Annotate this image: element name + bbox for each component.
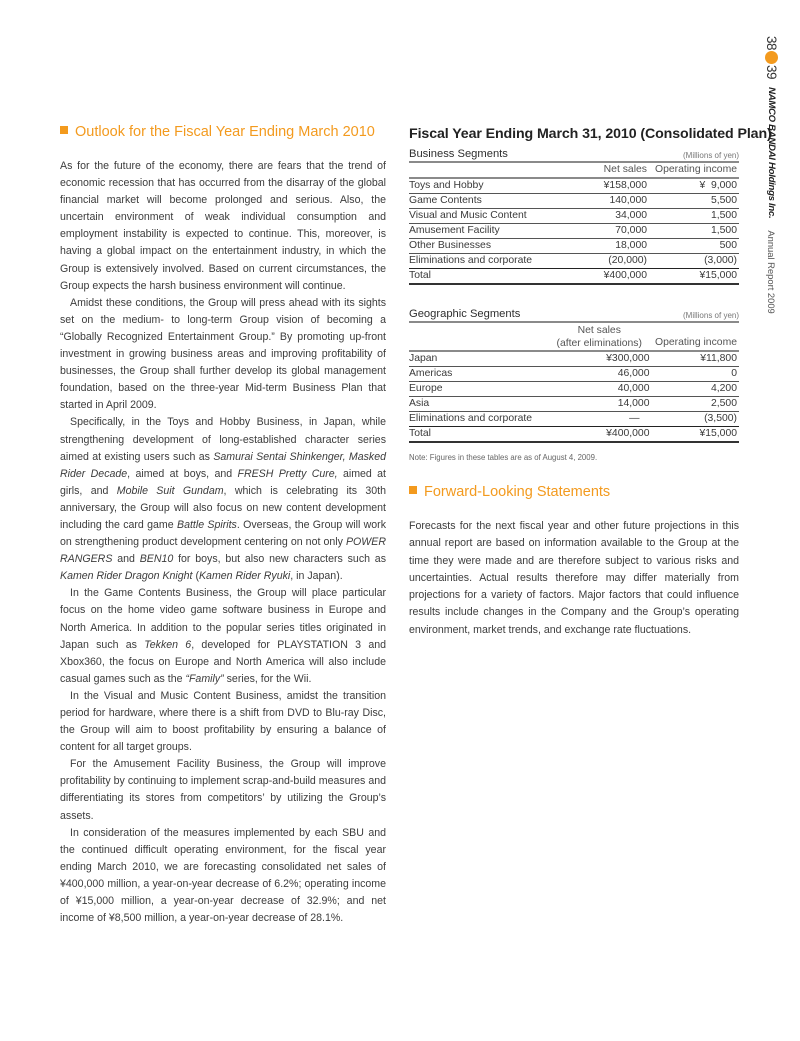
geographic-segments-block [409, 308, 739, 443]
outlook-heading-text: Outlook for the Fiscal Year Ending March 2010 [75, 124, 375, 140]
company-name: NAMCO BANDAI Holdings Inc. [766, 87, 778, 219]
table-row: Eliminations and corporate (20,000) (3,000) [409, 254, 739, 269]
business-segments-title: Business Segments [409, 148, 508, 160]
outlook-heading [60, 124, 386, 140]
table-row: Eliminations and corporate — (3,500) [409, 412, 739, 427]
outlook-paragraph-1: As for the future of the economy, there are fears that the trend of economic recession that has occurred from the disarray of the global financial market will become prolonged and serious. Also, the uncertain environment of weak individual consumption and employment instability is expected to continue. This, moreover, is having a global impact on the entertainment industry, in which the Group is extensively involved. Based on current circumstances, the Group expects the harsh business environment will continue. [60, 160, 386, 292]
outlook-paragraph-7: In consideration of the measures implemented by each SBU and the continued difficult operating environment, for the fiscal year ending March 2010, we are forecasting consolidated net sales of ¥400,000 million, a year-on-year decrease of 6.2%; operating income of ¥15,000 million, a year-on-year decrease of 32.9%; and net income of ¥8,500 million, a year-on-year decrease of 28.1%. [60, 826, 386, 925]
table-row: Europe 40,000 4,200 [409, 382, 739, 397]
page-number-right: 39 [764, 65, 780, 80]
forward-looking-heading [409, 484, 739, 500]
table-row: Japan ¥300,000 ¥11,800 [409, 351, 739, 367]
page-number-left: 38 [764, 36, 780, 51]
plan-title: Fiscal Year Ending March 31, 2010 (Consolidated Plan) [409, 126, 772, 142]
outlook-section [60, 124, 386, 927]
table-note: Note: Figures in these tables are as of August 4, 2009. [409, 453, 598, 462]
column-header: Net sales (after eliminations) [549, 323, 649, 351]
forward-looking-paragraph: Forecasts for the next fiscal year and other future projections in this annual report are based on information available to the Group at the time they were made and are therefore subject to various risks and uncertainties. Actual results therefore may differ materially from projections for a variety of factors. Major factors that could influence results include changes in the Company and the Group’s operating environment, market trends, and exchange rate fluctuations. [409, 520, 739, 636]
outlook-paragraph-5: In the Visual and Music Content Business, amidst the transition period for hardware, where there is a shift from DVD to Blu-ray Disc, the Group will aim to boost profitability by ensuring a balance of content for all target groups. [60, 689, 386, 754]
geographic-segments-header [409, 308, 739, 323]
table-total-row: Total ¥400,000 ¥15,000 [409, 427, 739, 443]
forward-looking-heading-text: Forward-Looking Statements [424, 484, 611, 500]
geographic-segments-table [409, 323, 739, 443]
geographic-segments-unit: (Millions of yen) [682, 311, 739, 320]
business-segments-unit: (Millions of yen) [682, 151, 739, 160]
business-segments-table [409, 163, 739, 285]
table-row: Toys and Hobby ¥158,000 ¥ 9,000 [409, 178, 739, 194]
table-row: Other Businesses 18,000 500 [409, 239, 739, 254]
report-title: Annual Report 2009 [766, 230, 778, 314]
rail-content [762, 36, 782, 314]
table-row: Asia 14,000 2,500 [409, 397, 739, 412]
table-header-row [409, 163, 739, 178]
side-rail [762, 36, 782, 336]
table-row: Visual and Music Content 34,000 1,500 [409, 209, 739, 224]
business-segments-header [409, 148, 739, 163]
table-row: Amusement Facility 70,000 1,500 [409, 224, 739, 239]
orange-dot-icon [766, 51, 779, 64]
column-header: Net sales [554, 163, 647, 178]
outlook-paragraph-2: Amidst these conditions, the Group will press ahead with its sights set on the medium- to long-term Group vision of becoming a “Globally Recognized Entertainment Group.” By promoting up-front investment in growing business areas and improving profitability of businesses, the Group shall further develop its global management foundation, based on the three-year Mid-term Business Plan that started in April 2009. [60, 296, 386, 412]
column-header: Operating income [647, 163, 739, 178]
table-row: Game Contents 140,000 5,500 [409, 194, 739, 209]
geographic-segments-title: Geographic Segments [409, 308, 521, 320]
outlook-paragraph-3: Specifically, in the Toys and Hobby Business, in Japan, while strengthening development of long-established character series aimed at existing users such as Samurai Sentai Shinkenger, Masked Rider Decade, aimed at boys, and FRESH Pretty Cure, aimed at girls, and Mobile Suit Gundam, which is celebrating its 30th anniversary, the Group will also focus on new content development including the card game Battle Spirits. Overseas, the Group will work on strengthening product development centering on not only POWER RANGERS and BEN10 for boys, but also new characters such as Kamen Rider Dragon Knight (Kamen Rider Ryuki, in Japan). [60, 416, 387, 583]
table-row: Americas 46,000 0 [409, 367, 739, 382]
table-header-row [409, 323, 739, 351]
square-bullet-icon [409, 486, 417, 494]
table-total-row: Total ¥400,000 ¥15,000 [409, 269, 739, 285]
outlook-paragraph-6: For the Amusement Facility Business, the Group will improve profitability by continuing to implement scrap-and-build measures and differentiating its stores from competitors’ by utilizing the Group’s assets. [60, 758, 386, 822]
outlook-paragraph-4: In the Game Contents Business, the Group will place particular focus on the home video game software business in Europe and North America. In addition to the popular series titles originated in Japan such as Tekken 6, developed for PLAYSTATION 3 and Xbox360, the focus on Europe and North America will also include casual games such as the “Family” series, for the Wii. [60, 587, 386, 685]
square-bullet-icon [60, 126, 68, 134]
column-header: Operating income [649, 323, 739, 351]
